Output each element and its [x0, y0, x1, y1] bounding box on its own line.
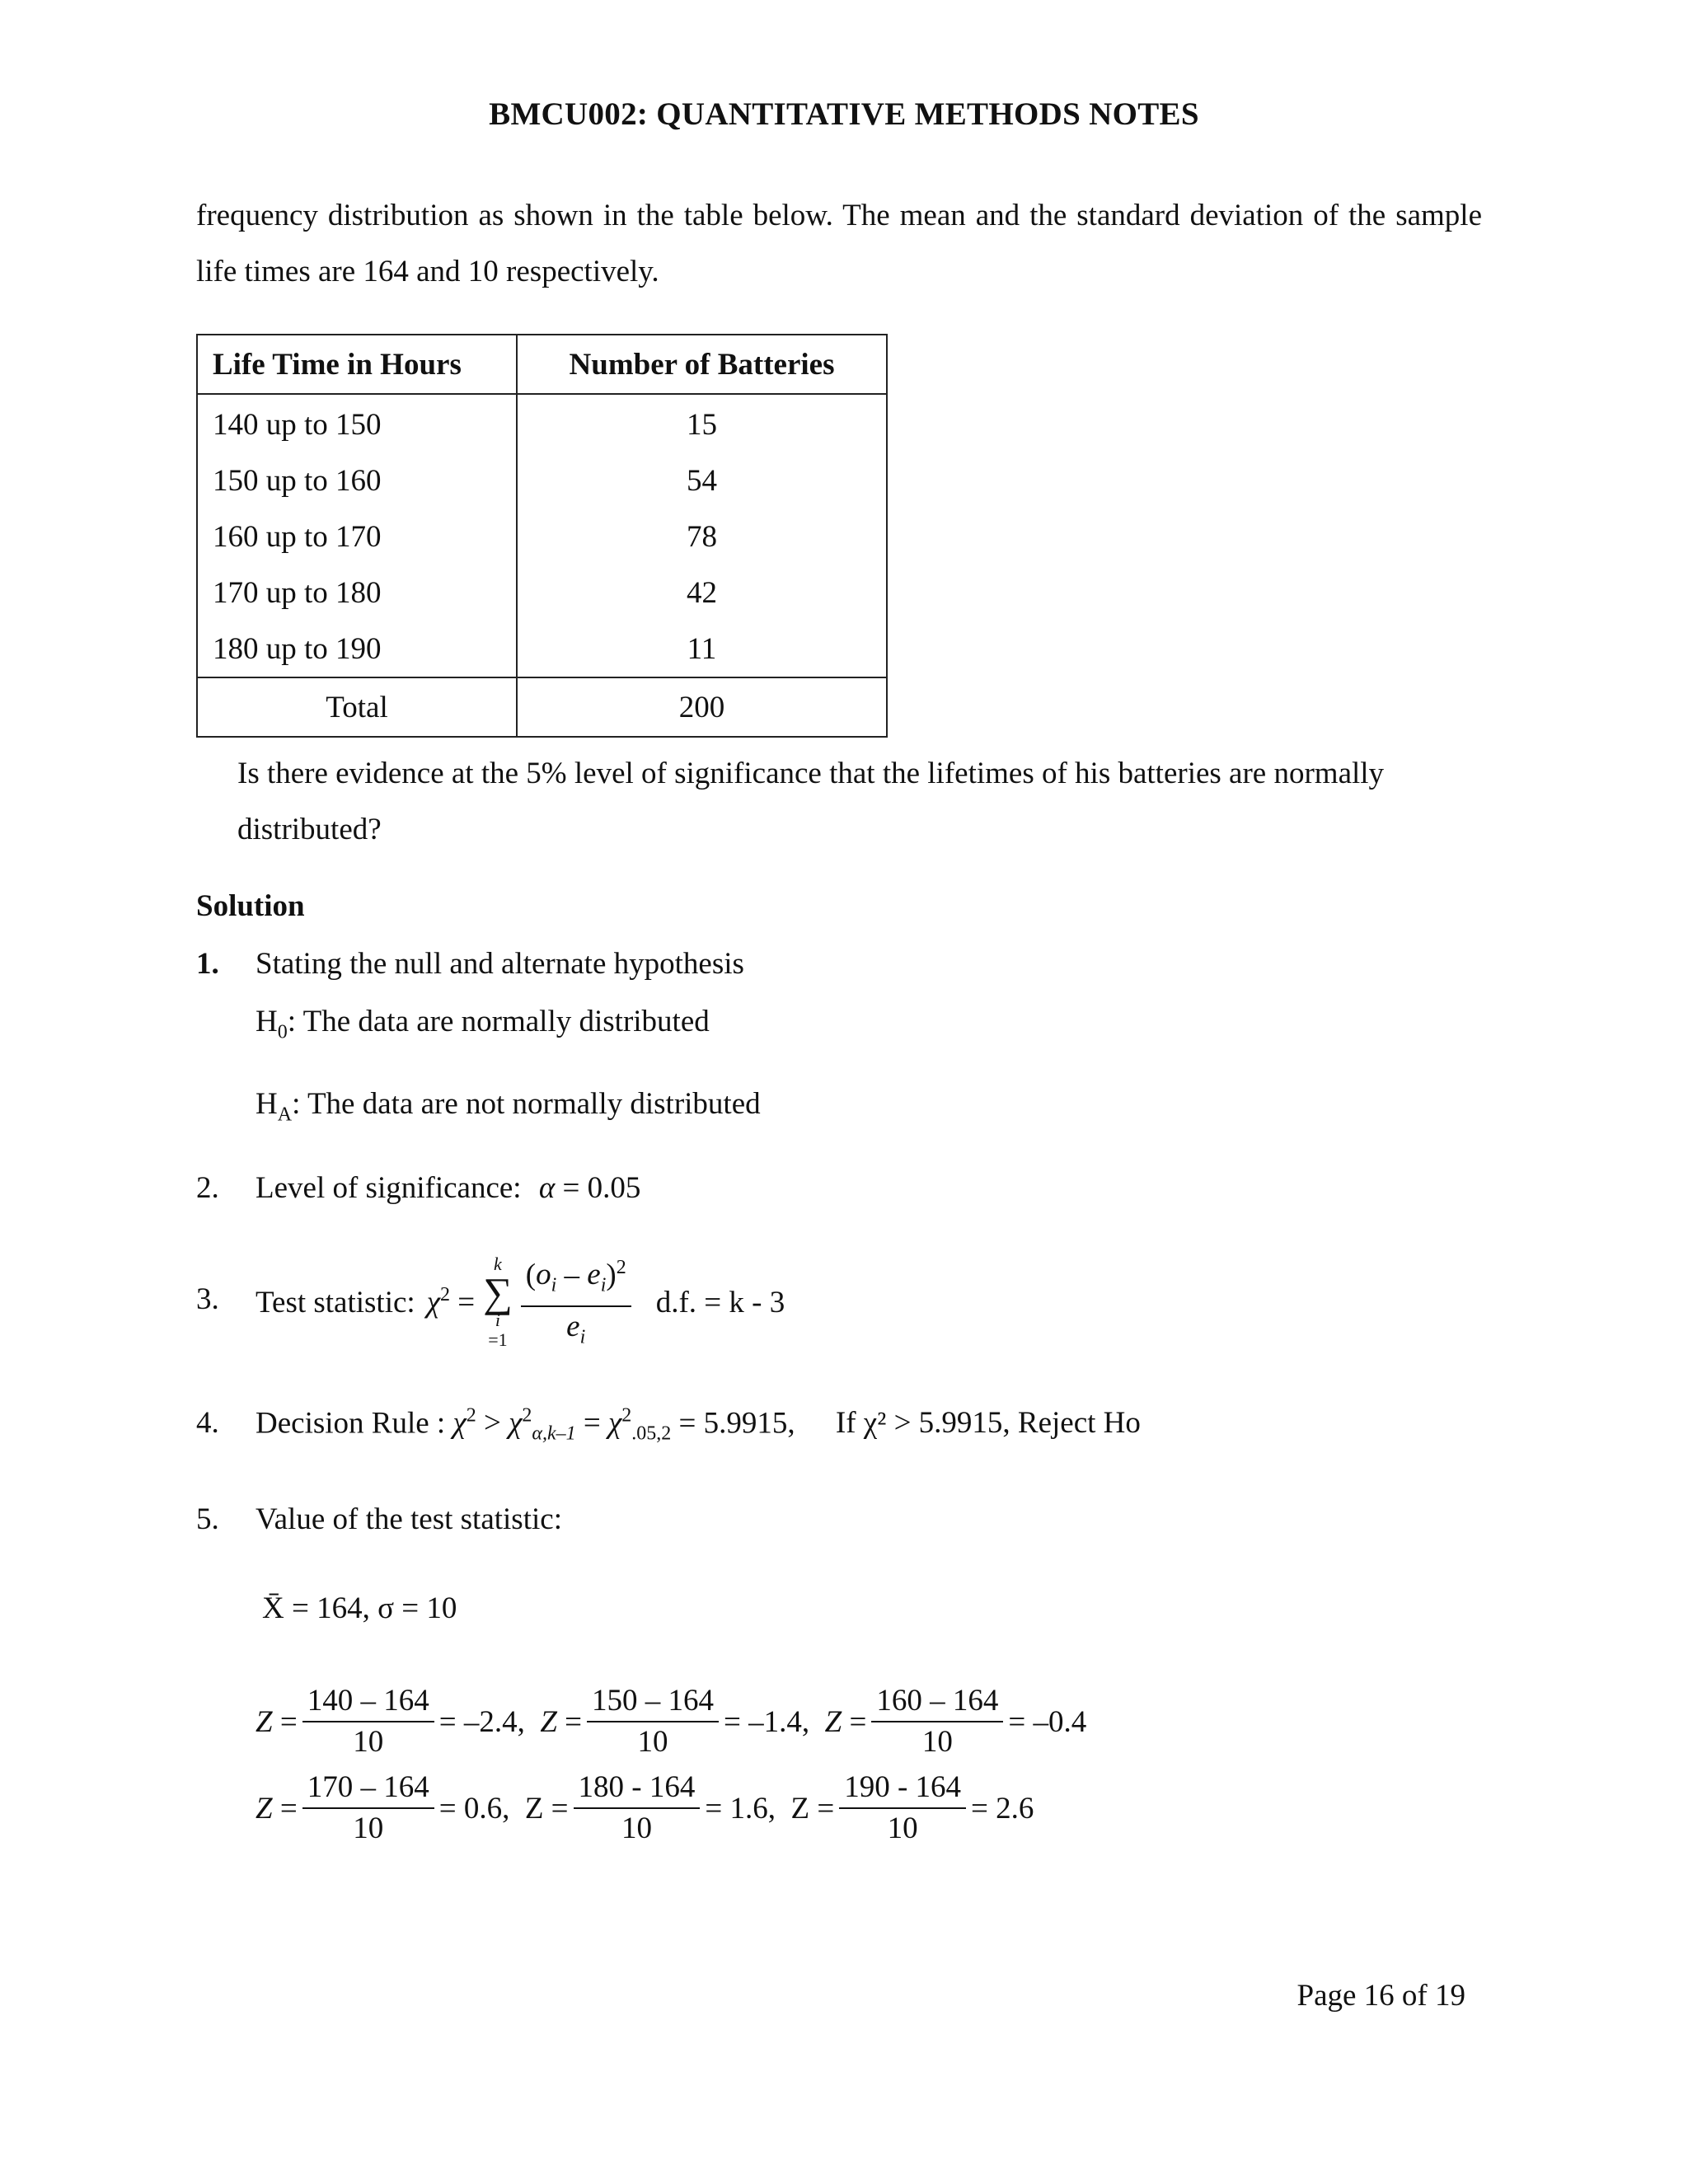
table-row — [197, 452, 887, 509]
z-result: = –1.4, — [724, 1704, 810, 1739]
step-2-text: Level of significance: — [256, 1171, 522, 1205]
z-fraction: $\frac{160 - 164}{10}$ — [871, 1681, 1003, 1762]
intro-paragraph: frequency distribution as shown in the table below. The mean and the standard deviation of the sample life times are 164 and 10 respectively. — [196, 199, 1482, 288]
range-cell: 170 up to 180 — [197, 565, 517, 621]
alpha-expression: α = 0.05 — [538, 1171, 641, 1205]
step-4-number: 4. — [196, 1406, 219, 1440]
range-cell: 140 up to 150 — [197, 394, 517, 452]
rejection-rule: If χ² > 5.9915, Reject Ho — [835, 1406, 1141, 1441]
table-header-row — [197, 335, 887, 394]
count-cell: 78 — [517, 509, 887, 565]
z-result: = –2.4, — [438, 1704, 525, 1739]
z-result: = –0.4 — [1008, 1704, 1087, 1739]
z-fraction: $\frac{150 - 164}{10}$ — [587, 1681, 719, 1762]
null-hypothesis-text: : The data are normally distributed — [287, 1005, 710, 1038]
z-scores-row-1: Z = $\frac{140 - 164}{10}$ = –2.4, Z = $\frac{150 - 164}{10}$ = –1.4, Z = $\frac{160 - 164}{10}$ = –0.4 — [256, 1681, 1086, 1762]
total-label: Total — [197, 677, 517, 737]
table-total-row — [197, 677, 887, 737]
step-4-line — [256, 1405, 1141, 1446]
page-number: Page 16 of 19 — [1296, 1979, 1465, 2013]
count-cell: 15 — [517, 394, 887, 452]
column-header-batteries: Number of Batteries — [517, 335, 887, 394]
critical-value-expression: $\chi^2 > \chi^2_{\alpha,k-1} = \chi^2_{.05,2}$ — [452, 1405, 672, 1445]
battery-frequency-table — [196, 334, 888, 738]
z-fraction: $\frac{170 - 164}{10}$ — [302, 1768, 434, 1849]
count-cell: 11 — [517, 621, 887, 677]
z-fraction: $\frac{190 - 164}{10}$ — [839, 1768, 966, 1849]
z-fraction: $\frac{140 - 164}{10}$ — [302, 1681, 434, 1762]
range-cell: 180 up to 190 — [197, 621, 517, 677]
count-cell: 54 — [517, 452, 887, 509]
null-hypothesis: $H_0$: The data are normally distributed — [256, 1005, 710, 1043]
step-3-number: 3. — [196, 1282, 219, 1316]
question-paragraph: Is there evidence at the 5% level of significance that the lifetimes of his batteries are normally distributed? — [237, 757, 1385, 846]
step-1-text: Stating the null and alternate hypothesis — [256, 947, 744, 981]
table-row — [197, 565, 887, 621]
critical-value: = 5.9915, — [678, 1406, 795, 1441]
page-header-title: BMCU002: QUANTITATIVE METHODS NOTES — [489, 96, 1199, 132]
z-scores-row-2: Z = $\frac{170 - 164}{10}$ = 0.6, Z = $\frac{180 - 164}{10}$ = 1.6, Z = $\frac{190 - 164}{10}$ = 2.6 — [256, 1768, 1034, 1849]
range-cell: 150 up to 160 — [197, 452, 517, 509]
alternate-hypothesis-text: : The data are not normally distributed — [292, 1087, 761, 1121]
degrees-of-freedom: d.f. = k - 3 — [655, 1285, 785, 1319]
step-2-line — [256, 1170, 640, 1206]
solution-heading: Solution — [196, 889, 305, 923]
step-4-text: Decision Rule : — [256, 1406, 446, 1441]
table-row — [197, 394, 887, 452]
z-result: = 1.6, — [705, 1791, 776, 1825]
chi-square-symbol: $\chi^2$ = — [426, 1284, 476, 1319]
step-1-number: 1. — [196, 947, 219, 981]
step-3-line — [256, 1253, 785, 1352]
step-5-number: 5. — [196, 1502, 219, 1536]
step-2-number: 2. — [196, 1171, 219, 1205]
z-result: = 2.6 — [971, 1791, 1034, 1825]
step-3-text: Test statistic: — [256, 1285, 415, 1319]
count-cell: 42 — [517, 565, 887, 621]
z-fraction: $\frac{180 - 164}{10}$ — [574, 1768, 701, 1849]
step-5-text: Value of the test statistic: — [256, 1502, 562, 1536]
alternate-hypothesis: $H_A$: The data are not normally distributed — [256, 1087, 761, 1126]
range-cell: 160 up to 170 — [197, 509, 517, 565]
table-row — [197, 621, 887, 677]
column-header-lifetime: Life Time in Hours — [197, 335, 517, 394]
test-statistic-fraction: $\frac{(o_i - e_i)^2}{e_i}$ — [521, 1248, 631, 1357]
total-value: 200 — [517, 677, 887, 737]
z-result: = 0.6, — [438, 1791, 510, 1825]
summation-symbol: k ∑ i =1 — [483, 1254, 513, 1350]
sample-stats: X̄ = 164, σ = 10 — [262, 1591, 457, 1625]
table-row — [197, 509, 887, 565]
